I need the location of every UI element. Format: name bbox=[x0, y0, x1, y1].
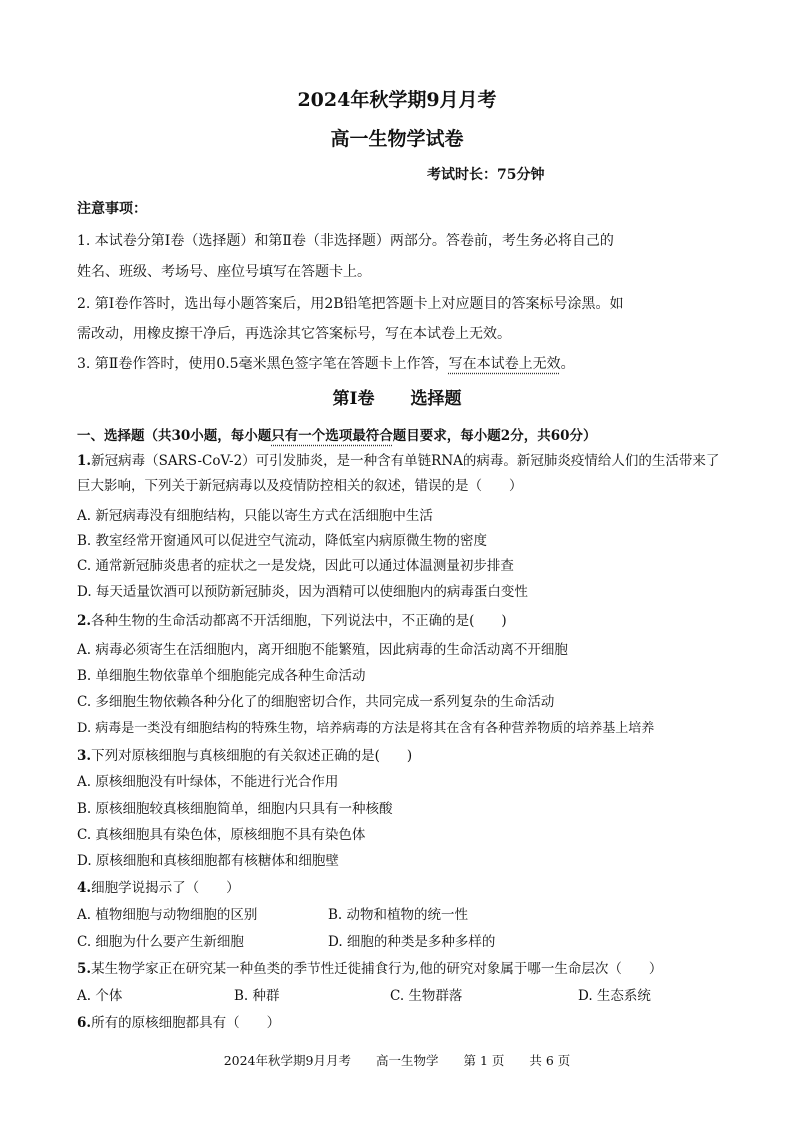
question-4-option-a: A. 植物细胞与动物细胞的区别 bbox=[77, 907, 258, 923]
section-heading bbox=[0, 388, 794, 410]
note-1-line-2: 姓名、班级、考场号、座位号填写在答题卡上。 bbox=[77, 264, 371, 280]
question-1-option-a: A. 新冠病毒没有细胞结构，只能以寄生方式在活细胞中生活 bbox=[77, 508, 433, 524]
question-5-option-a: A. 个体 bbox=[77, 988, 123, 1004]
question-5-stem bbox=[77, 960, 662, 978]
note-1-line-1: 1. 本试卷分第Ⅰ卷（选择题）和第Ⅱ卷（非选择题）两部分。答卷前，考生务必将自己的 bbox=[77, 233, 614, 249]
question-5-option-b: B. 种群 bbox=[234, 988, 280, 1004]
note-3 bbox=[77, 355, 575, 373]
exam-title: 2024年秋学期9月月考 bbox=[297, 89, 497, 111]
section-name: 选择题 bbox=[410, 389, 462, 409]
question-3-option-a: A. 原核细胞没有叶绿体，不能进行光合作用 bbox=[77, 774, 339, 790]
section-part: 第Ⅰ卷 bbox=[332, 389, 375, 409]
question-text: 下列对原核细胞与真核细胞的有关叙述正确的是( ) bbox=[91, 748, 413, 764]
question-text: 细胞学说揭示了（ ） bbox=[91, 880, 240, 896]
note-2-line-2: 需改动，用橡皮擦干净后，再选涂其它答案标号，写在本试卷上无效。 bbox=[77, 326, 511, 342]
note-2-line-1: 2. 第Ⅰ卷作答时，选出每小题答案后，用2B铅笔把答题卡上对应题目的答案标号涂黑。如 bbox=[77, 296, 624, 312]
question-text: 某生物学家正在研究某一种鱼类的季节性迁徙捕食行为,他的研究对象属于哪一生命层次（ ） bbox=[91, 961, 663, 977]
question-1-option-c: C. 通常新冠肺炎患者的症状之一是发烧，因此可以通过体温测量初步排查 bbox=[77, 558, 514, 574]
question-text: 新冠病毒（SARS-CoV-2）可引发肺炎，是一种含有单链RNA的病毒。新冠肺炎疫情给人们的生活带来了 bbox=[91, 453, 720, 469]
note-3-end: 。 bbox=[560, 356, 575, 372]
instructions-post: 题目要求，每小题2分，共60分） bbox=[392, 428, 597, 444]
question-4-option-c: C. 细胞为什么要产生新细胞 bbox=[77, 934, 244, 950]
question-1-stem-cont: 巨大影响，下列关于新冠病毒以及疫情防控相关的叙述，错误的是（ ） bbox=[77, 478, 523, 494]
question-number: 4. bbox=[77, 880, 92, 896]
question-4-option-d: D. 细胞的种类是多种多样的 bbox=[328, 934, 496, 950]
question-3-stem bbox=[77, 747, 412, 765]
question-4-stem bbox=[77, 879, 240, 897]
instructions-emphasis: 只有一个选项最符合 bbox=[271, 428, 393, 444]
exam-subtitle: 高一生物学试卷 bbox=[330, 128, 464, 150]
question-text: 所有的原核细胞都具有（ ） bbox=[91, 1015, 281, 1031]
question-number: 6. bbox=[77, 1015, 92, 1031]
section-instructions bbox=[77, 427, 596, 445]
question-1-option-b: B. 教室经常开窗通风可以促进空气流动，降低室内病原微生物的密度 bbox=[77, 533, 488, 549]
question-3-option-b: B. 原核细胞较真核细胞简单，细胞内只具有一种核酸 bbox=[77, 801, 393, 817]
question-1-stem bbox=[77, 452, 719, 470]
question-number: 3. bbox=[77, 748, 92, 764]
question-2-stem bbox=[77, 612, 507, 630]
note-3-text: 3. 第Ⅱ卷作答时，使用0.5毫米黑色签字笔在答题卡上作答， bbox=[77, 356, 449, 372]
question-2-option-b: B. 单细胞生物依靠单个细胞能完成各种生命活动 bbox=[77, 668, 366, 684]
question-4-option-b: B. 动物和植物的统一性 bbox=[328, 907, 469, 923]
question-2-option-a: A. 病毒必须寄生在活细胞内，离开细胞不能繁殖，因此病毒的生命活动离不开细胞 bbox=[77, 642, 568, 658]
question-text: 各种生物的生命活动都离不开活细胞，下列说法中，不正确的是( ) bbox=[91, 613, 507, 629]
exam-duration: 考试时长：75分钟 bbox=[427, 167, 545, 183]
question-2-option-c: C. 多细胞生物依赖各种分化了的细胞密切合作，共同完成一系列复杂的生命活动 bbox=[77, 694, 555, 710]
question-3-option-d: D. 原核细胞和真核细胞都有核糖体和细胞壁 bbox=[77, 853, 339, 869]
question-5-option-d: D. 生态系统 bbox=[578, 988, 651, 1004]
question-number: 1. bbox=[77, 453, 92, 469]
notes-heading: 注意事项： bbox=[77, 201, 147, 217]
instructions-pre: 一、选择题（共30小题，每小题 bbox=[77, 428, 272, 444]
question-2-option-d: D. 病毒是一类没有细胞结构的特殊生物，培养病毒的方法是将其在含有各种营养物质的培养基上培养 bbox=[77, 721, 655, 736]
question-3-option-c: C. 真核细胞具有染色体，原核细胞不具有染色体 bbox=[77, 827, 366, 843]
question-number: 5. bbox=[77, 961, 92, 977]
question-number: 2. bbox=[77, 613, 92, 629]
question-5-option-c: C. 生物群落 bbox=[390, 988, 463, 1004]
question-6-stem bbox=[77, 1014, 280, 1032]
question-1-option-d: D. 每天适量饮酒可以预防新冠肺炎，因为酒精可以使细胞内的病毒蛋白变性 bbox=[77, 584, 528, 600]
note-3-emphasis: 写在本试卷上无效 bbox=[448, 356, 561, 372]
page-footer: 2024年秋学期9月月考 高一生物学 第 1 页 共 6 页 bbox=[223, 1053, 571, 1068]
